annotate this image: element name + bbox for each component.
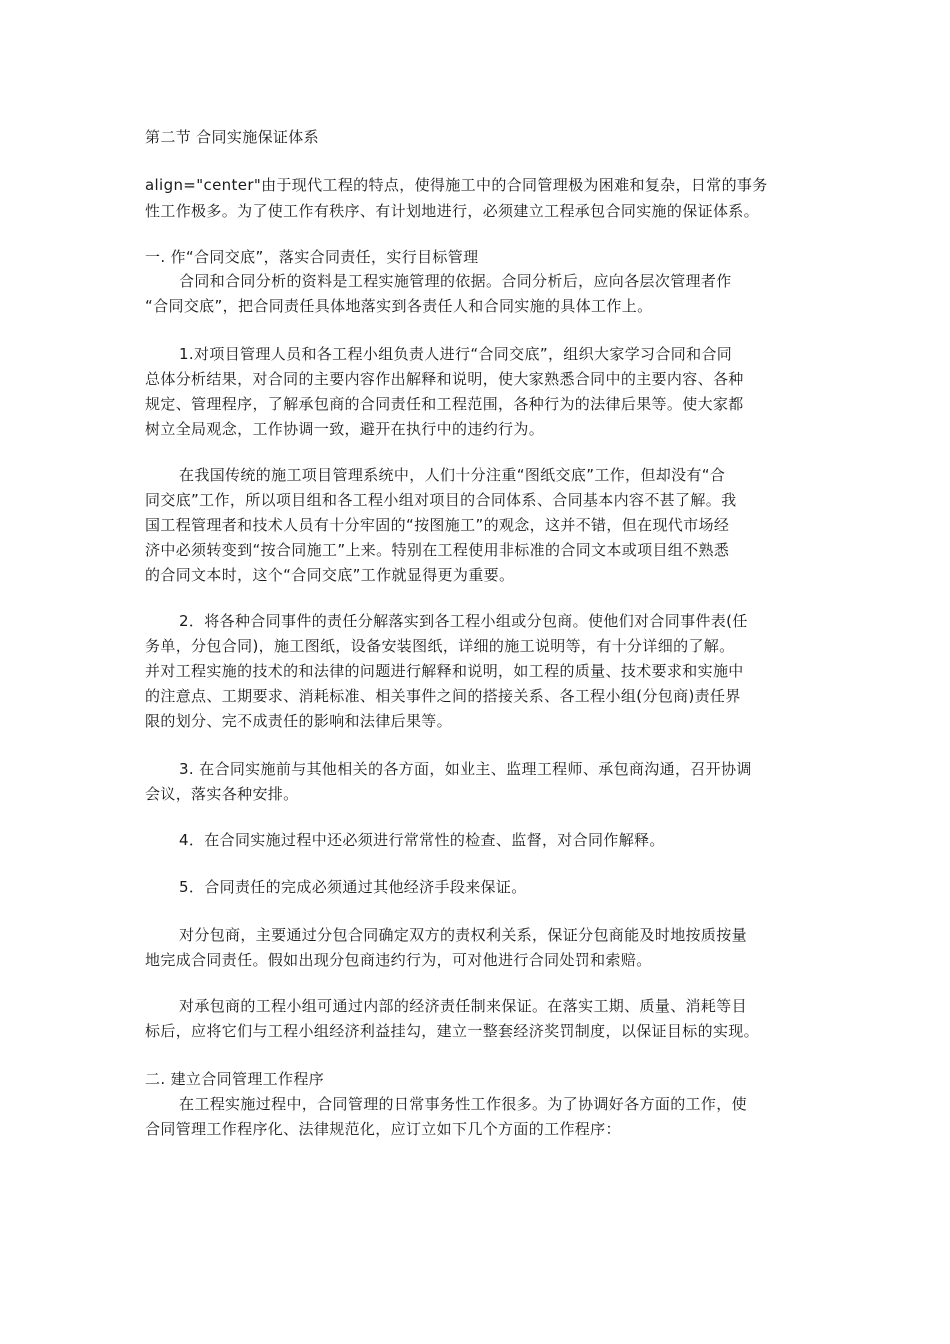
section1-heading: 一. 作“合同交底”，落实合同责任，实行目标管理 [145,248,479,266]
item1-line-3: 规定、管理程序，了解承包商的合同责任和工程范围，各种行为的法律后果等。使大家都 [145,395,744,413]
item2-line-3: 并对工程实施的技术的和法律的问题进行解释和说明，如工程的质量、技术要求和实施中 [145,662,744,680]
item2-line-2: 务单，分包合同)，施工图纸，设备安装图纸，详细的施工说明等，有十分详细的了解。 [145,637,735,655]
item4-line: 4．在合同实施过程中还必须进行常常性的检查、监督，对合同作解释。 [179,831,665,849]
p2-line-5: 的合同文本时，这个“合同交底”工作就显得更为重要。 [145,566,515,584]
p4-line-2: 标后，应将它们与工程小组经济利益挂勾，建立一整套经济奖罚制度，以保证目标的实现。 [145,1022,760,1040]
p3-line-1: 对分包商，主要通过分包合同确定双方的责权利关系，保证分包商能及时地按质按量 [179,926,747,944]
item3-line-2: 会议，落实各种安排。 [145,785,299,803]
p2-line-4: 济中必须转变到“按合同施工”上来。特别在工程使用非标准的合同文本或项目组不熟悉 [145,541,730,559]
p3-line-2: 地完成合同责任。假如出现分包商违约行为，可对他进行合同处罚和索赔。 [145,951,652,969]
p4-line-1: 对承包商的工程小组可通过内部的经济责任制来保证。在落实工期、质量、消耗等目 [179,997,747,1015]
intro-line-2: 性工作极多。为了使工作有秩序、有计划地进行，必须建立工程承包合同实施的保证体系。 [145,202,760,220]
item5-line: 5．合同责任的完成必须通过其他经济手段来保证。 [179,878,527,896]
section1-p1-line-2: “合同交底”，把合同责任具体地落实到各责任人和合同实施的具体工作上。 [145,297,653,315]
item2-line-4: 的注意点、工期要求、消耗标准、相关事件之间的搭接关系、各工程小组(分包商)责任界 [145,687,741,705]
item1-line-2: 总体分析结果，对合同的主要内容作出解释和说明，使大家熟悉合同中的主要内容、各种 [145,370,744,388]
section-title: 第二节 合同实施保证体系 [145,128,319,146]
section1-p1-line-1: 合同和合同分析的资料是工程实施管理的依据。合同分析后，应向各层次管理者作 [179,272,732,290]
item3-line-1: 3. 在合同实施前与其他相关的各方面，如业主、监理工程师、承包商沟通，召开协调 [179,760,752,778]
intro-line-1: align="center"由于现代工程的特点，使得施工中的合同管理极为困难和复杂，日常的事务 [145,176,768,194]
p2-line-1: 在我国传统的施工项目管理系统中，人们十分注重“图纸交底”工作，但却没有“合 [179,466,726,484]
section2-p1-line-2: 合同管理工作程序化、法律规范化，应订立如下几个方面的工作程序： [145,1120,621,1138]
p2-line-2: 同交底”工作，所以项目组和各工程小组对项目的合同体系、合同基本内容不甚了解。我 [145,491,737,509]
item2-line-5: 限的划分、完不成责任的影响和法律后果等。 [145,712,453,730]
item1-line-1: 1.对项目管理人员和各工程小组负责人进行“合同交底”，组织大家学习合同和合同 [179,345,733,363]
p2-line-3: 国工程管理者和技术人员有十分牢固的“按图施工”的观念，这并不错，但在现代市场经 [145,516,730,534]
item1-line-4: 树立全局观念，工作协调一致，避开在执行中的违约行为。 [145,420,545,438]
section2-heading: 二. 建立合同管理工作程序 [145,1070,325,1088]
section2-p1-line-1: 在工程实施过程中，合同管理的日常事务性工作很多。为了协调好各方面的工作，使 [179,1095,747,1113]
item2-line-1: 2．将各种合同事件的责任分解落实到各工程小组或分包商。使他们对合同事件表(任 [179,612,748,630]
